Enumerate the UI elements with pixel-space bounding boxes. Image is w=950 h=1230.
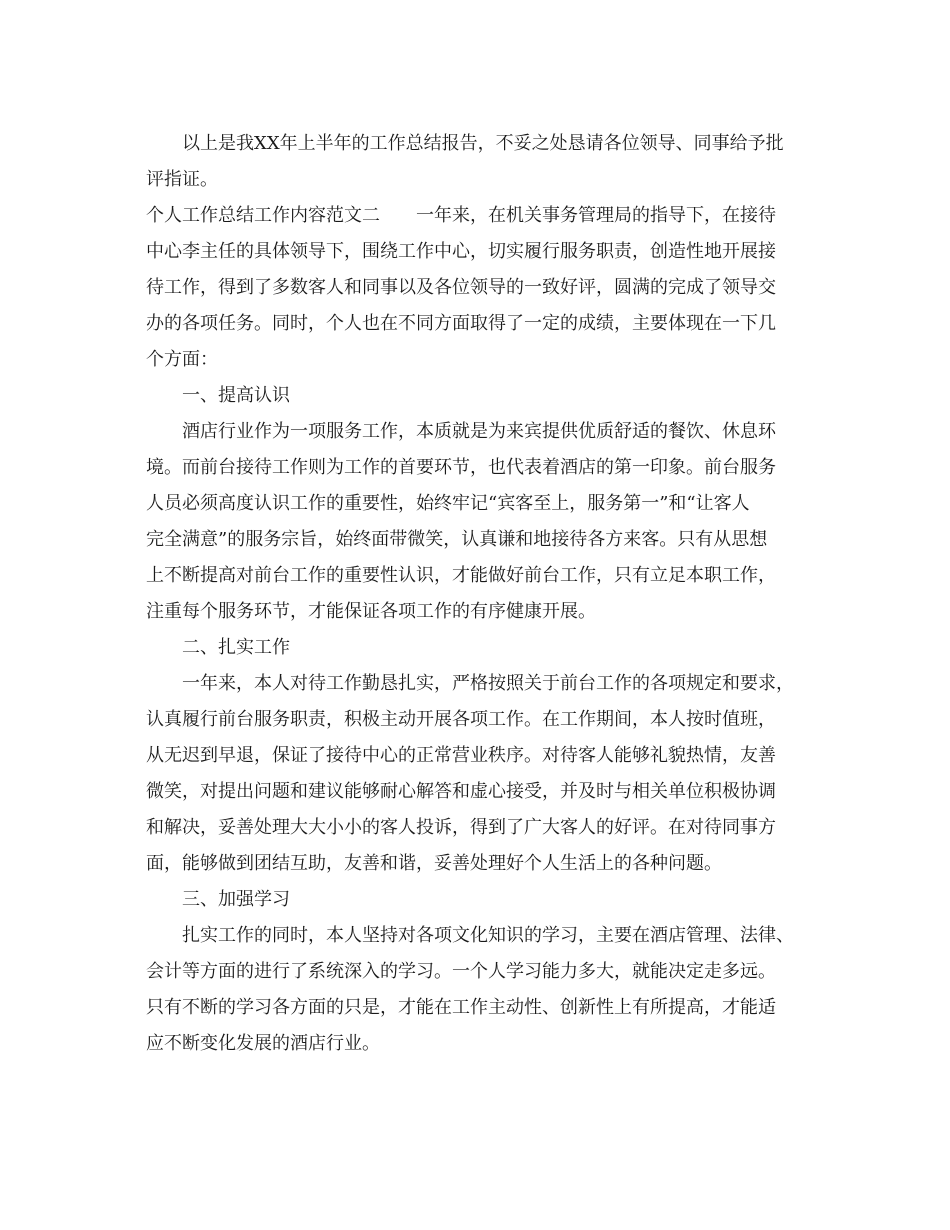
paragraph-line: 以上是我XX年上半年的工作总结报告，不妥之处恳请各位领导、同事给予批 — [182, 133, 784, 154]
paragraph-line: 酒店行业作为一项服务工作，本质就是为来宾提供优质舒适的餐饮、休息环 — [182, 421, 776, 442]
paragraph-line: 评指证。 — [146, 169, 218, 190]
paragraph-line: 一年来，本人对待工作勤恳扎实，严格按照关于前台工作的各项规定和要求， — [182, 673, 794, 694]
paragraph-line: 完全满意”的服务宗旨，始终面带微笑，认真谦和地接待各方来客。只有从思想 — [146, 529, 768, 550]
paragraph-line: 面，能够做到团结互助，友善和谐，妥善处理好个人生活上的各种问题。 — [146, 853, 722, 874]
paragraph-line: 会计等方面的进行了系统深入的学习。一个人学习能力多大，就能决定走多远。 — [146, 961, 776, 982]
paragraph-line: 认真履行前台服务职责，积极主动开展各项工作。在工作期间，本人按时值班， — [146, 709, 776, 730]
paragraph-line: 扎实工作的同时，本人坚持对各项文化知识的学习，主要在酒店管理、法律、 — [182, 925, 794, 946]
paragraph-line: 个人工作总结工作内容范文二 一年来，在机关事务管理局的指导下，在接待 — [146, 205, 776, 226]
section-heading: 二、扎实工作 — [182, 637, 290, 658]
paragraph-line: 从无迟到早退，保证了接待中心的正常营业秩序。对待客人能够礼貌热情，友善 — [146, 745, 776, 766]
section-heading: 三、加强学习 — [182, 889, 290, 910]
paragraph-line: 人员必须高度认识工作的重要性，始终牢记“宾客至上，服务第一”和“让客人 — [146, 493, 750, 514]
paragraph-line: 只有不断的学习各方面的只是，才能在工作主动性、创新性上有所提高，才能适 — [146, 997, 776, 1018]
paragraph-line: 和解决，妥善处理大大小小的客人投诉，得到了广大客人的好评。在对待同事方 — [146, 817, 776, 838]
paragraph-line: 中心李主任的具体领导下，围绕工作中心，切实履行服务职责，创造性地开展接 — [146, 241, 776, 262]
paragraph-line: 上不断提高对前台工作的重要性认识，才能做好前台工作，只有立足本职工作， — [146, 565, 776, 586]
paragraph-line: 应不断变化发展的酒店行业。 — [146, 1033, 380, 1054]
paragraph-line: 微笑，对提出问题和建议能够耐心解答和虚心接受，并及时与相关单位积极协调 — [146, 781, 776, 802]
paragraph-line: 个方面： — [146, 349, 218, 370]
section-heading: 一、提高认识 — [182, 385, 290, 406]
paragraph-line: 境。而前台接待工作则为工作的首要环节，也代表着酒店的第一印象。前台服务 — [146, 457, 776, 478]
paragraph-line: 注重每个服务环节，才能保证各项工作的有序健康开展。 — [146, 601, 596, 622]
paragraph-line: 待工作，得到了多数客人和同事以及各位领导的一致好评，圆满的完成了领导交 — [146, 277, 776, 298]
paragraph-line: 办的各项任务。同时，个人也在不同方面取得了一定的成绩，主要体现在一下几 — [146, 313, 776, 334]
